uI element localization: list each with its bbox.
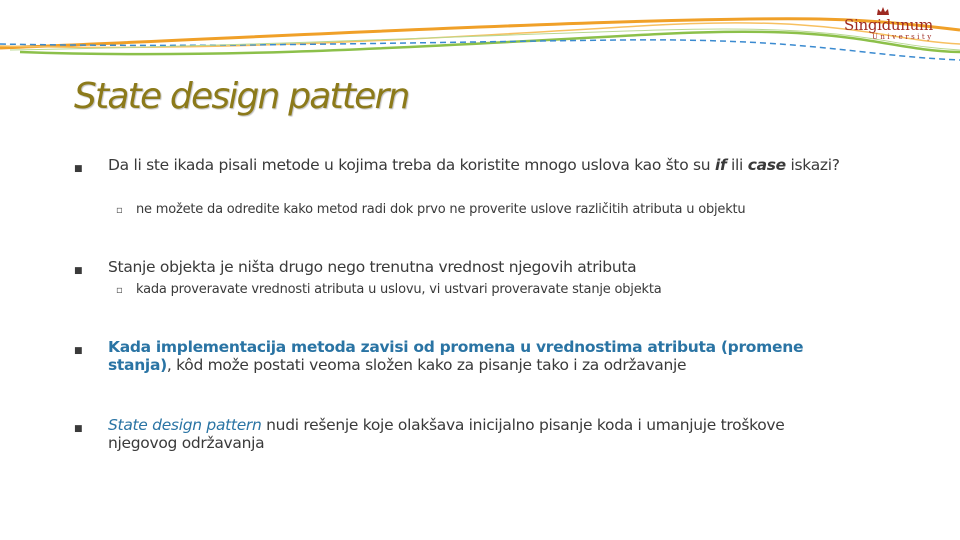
bullet-text: Kada implementacija metoda zavisi od promena u vrednostima atributa (promene stanja), kôd može postati veoma složen kako za pisanje tako i za održavanje (108, 338, 804, 374)
bullet-text: Stanje objekta je ništa drugo nego trenutna vrednost njegovih atributa (108, 258, 637, 276)
sub-bullet-item (116, 202, 876, 218)
bullet-item (74, 156, 854, 174)
crown-icon (876, 6, 890, 16)
sub-bullet-text: kada proveravate vrednosti atributa u uslovu, vi ustvari proveravate stanje objekta (136, 282, 662, 297)
bullet-text: Da li ste ikada pisali metode u kojima treba da koristite mnogo uslova kao što su if ili case iskazi? (108, 156, 840, 174)
bullet-item (74, 258, 854, 276)
sub-bullet-text: ne možete da odredite kako metod radi dok prvo ne proverite uslove različitih atributa u objektu (136, 202, 746, 217)
square-bullet-icon: ■ (74, 424, 83, 434)
sub-bullet-item (116, 282, 876, 298)
bullet-item (74, 416, 854, 452)
highlight-text: Kada implementacija metoda zavisi od promena u vrednostima atributa (promene stanja) (108, 338, 804, 374)
highlight-text: State design pattern (108, 416, 262, 434)
square-bullet-icon: ■ (74, 346, 83, 356)
university-logo (838, 6, 934, 46)
bullet-item (74, 338, 854, 374)
header-swoosh (0, 0, 960, 80)
bullet-text: State design pattern nudi rešenje koje olakšava inicijalno pisanje koda i umanjuje troškove njegovog održavanja (108, 416, 785, 452)
slide-title: State design pattern (74, 76, 409, 117)
hollow-square-bullet-icon: ▫ (116, 285, 123, 296)
logo-subtitle: University (872, 33, 934, 41)
logo-name: Singidunum (844, 16, 933, 34)
hollow-square-bullet-icon: ▫ (116, 205, 123, 216)
square-bullet-icon: ■ (74, 266, 83, 276)
square-bullet-icon: ■ (74, 164, 83, 174)
